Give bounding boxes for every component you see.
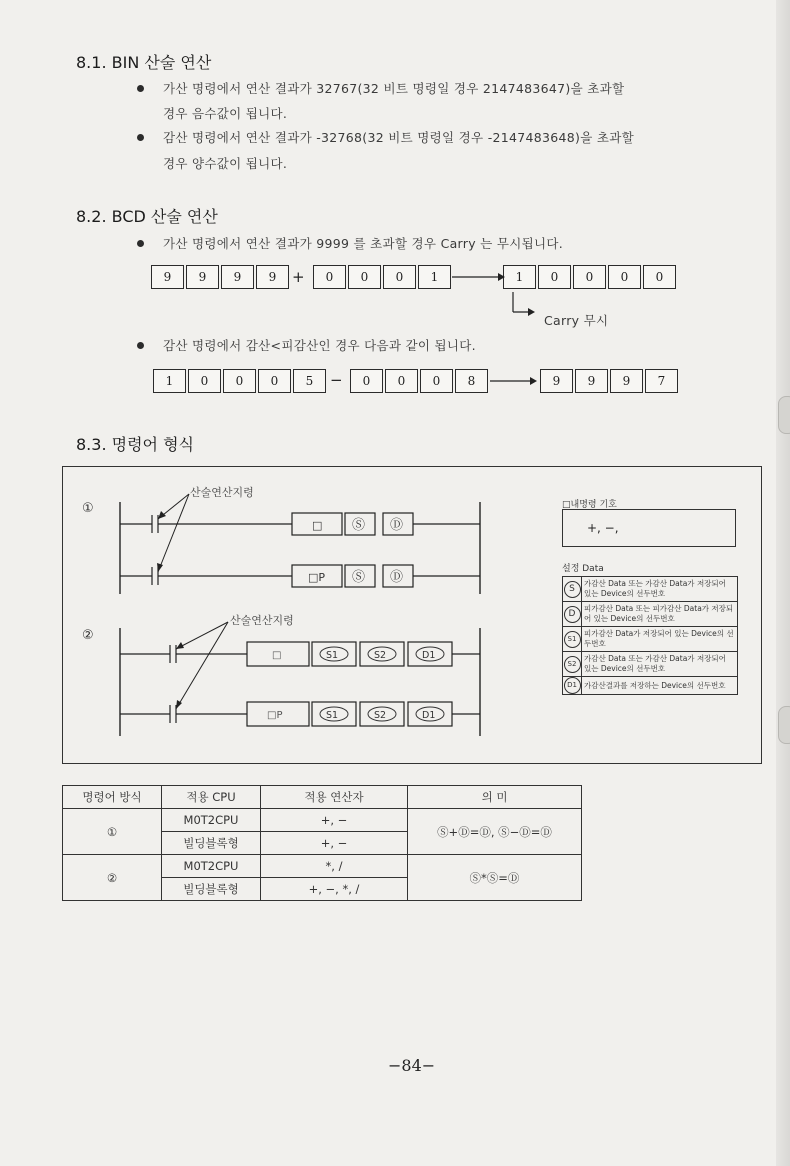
sec82-bullet1: 가산 명령에서 연산 결과가 9999 를 초과할 경우 Carry 는 무시됩니다. [163, 236, 563, 251]
legend-desc: 피가감산 Data 또는 피가감산 Data가 저장되어 있는 Device의 선두번호 [582, 602, 738, 627]
legend-row [563, 602, 738, 627]
binder-ring [778, 706, 790, 744]
bcd-operand-b [313, 265, 453, 289]
arith-command-label-1: 산술연산지령 [190, 486, 254, 499]
digit-cell: 0 [383, 265, 416, 289]
legend-desc: 가감산결과를 저장하는 Device의 선두번호 [582, 677, 738, 695]
r2-box2: Ⓢ [352, 570, 366, 585]
header-operator: 적용 연산자 [261, 786, 408, 809]
bullet [137, 240, 144, 247]
digit-cell: 0 [538, 265, 571, 289]
symbol-d1: D1 [564, 677, 581, 694]
table-header-row [63, 786, 582, 809]
r2-box3: Ⓓ [390, 570, 404, 585]
digit-cell: 0 [643, 265, 676, 289]
sec82-bullet2: 감산 명령에서 감산<피감산인 경우 다음과 같이 됩니다. [163, 338, 476, 353]
header-meaning: 의 미 [408, 786, 582, 809]
digit-cell: 0 [420, 369, 453, 393]
meaning-cell: Ⓢ+Ⓓ=Ⓓ, Ⓢ−Ⓓ=Ⓓ [408, 809, 582, 855]
bcd-subtract-result [540, 369, 680, 393]
digit-cell: 0 [608, 265, 641, 289]
r3-box2: S1 [326, 650, 339, 661]
digit-cell: 1 [503, 265, 536, 289]
legend-row [563, 677, 738, 695]
r4-box3: S2 [374, 710, 387, 721]
table-row [63, 809, 582, 832]
section-title-8-2: 8.2. BCD 산술 연산 [76, 207, 218, 226]
cpu-cell: 빌딩블록형 [162, 832, 261, 855]
ladder-number-2: ② [82, 628, 94, 643]
sec81-bullet2-line1: 감산 명령에서 연산 결과가 -32768(32 비트 명령일 경우 -2147483648)을 초과할 [163, 130, 634, 145]
digit-cell: 0 [258, 369, 291, 393]
digit-cell: 0 [573, 265, 606, 289]
r1-box3: Ⓓ [390, 518, 404, 533]
digit-cell: 9 [610, 369, 643, 393]
bcd-minuend [153, 369, 328, 393]
bullet [137, 342, 144, 349]
header-mode: 명령어 방식 [63, 786, 162, 809]
sec81-bullet2-line2: 경우 양수값이 됩니다. [163, 156, 288, 171]
digit-cell: 9 [256, 265, 289, 289]
cpu-cell: M0T2CPU [162, 809, 261, 832]
symbol-s: S [564, 581, 581, 598]
legend-desc: 가감산 Data 또는 가감산 Data가 저장되어 있는 Device의 선두번호 [582, 577, 738, 602]
setting-data-title: 설정 Data [562, 564, 604, 574]
r2-box1: □P [308, 571, 326, 584]
r3-box3: S2 [374, 650, 387, 661]
r4-box1: □P [267, 710, 283, 721]
legend-desc: 가감산 Data 또는 가감산 Data가 저장되어 있는 Device의 선두번호 [582, 652, 738, 677]
symbol-d: D [564, 606, 581, 623]
digit-cell: 0 [313, 265, 346, 289]
digit-cell: 9 [186, 265, 219, 289]
ladder-diagram [62, 466, 552, 762]
digit-cell: 8 [455, 369, 488, 393]
digit-cell: 0 [223, 369, 256, 393]
digit-cell: 9 [151, 265, 184, 289]
legend-row [563, 577, 738, 602]
operator-cell: +, −, *, / [261, 878, 408, 901]
legend-row [563, 652, 738, 677]
result-arrow [488, 372, 540, 392]
r4-box2: S1 [326, 710, 339, 721]
digit-cell: 1 [418, 265, 451, 289]
digit-cell: 9 [540, 369, 573, 393]
table-row [63, 855, 582, 878]
digit-cell: 0 [385, 369, 418, 393]
section-title-8-3: 8.3. 명령어 형식 [76, 435, 194, 454]
operator-cell: *, / [261, 855, 408, 878]
symbol-s2: S2 [564, 656, 581, 673]
digit-cell: 0 [348, 265, 381, 289]
bcd-subtrahend [350, 369, 490, 393]
operator-cell: +, − [261, 832, 408, 855]
r3-box4: D1 [422, 650, 436, 661]
minus-operator: − [330, 371, 343, 389]
mode-cell: ② [63, 855, 162, 901]
binder-ring [778, 396, 790, 434]
binder-edge [776, 0, 790, 1166]
legend-title: □내명령 기호 [562, 500, 617, 510]
bcd-operand-a [151, 265, 291, 289]
digit-cell: 7 [645, 369, 678, 393]
r1-box1: □ [312, 519, 323, 532]
bullet [137, 134, 144, 141]
legend-symbol-box: +, −, [562, 509, 736, 547]
ladder-number-1: ① [82, 501, 94, 516]
sec81-bullet1-line2: 경우 음수값이 됩니다. [163, 106, 288, 121]
cpu-cell: M0T2CPU [162, 855, 261, 878]
operator-cell: +, − [261, 809, 408, 832]
page-number: −84− [388, 1056, 436, 1075]
legend-desc: 피가감산 Data가 저장되어 있는 Device의 선두번호 [582, 627, 738, 652]
plus-operator: + [292, 268, 305, 286]
r3-box1: □ [272, 650, 282, 661]
section-title-8-1: 8.1. BIN 산술 연산 [76, 53, 212, 72]
digit-cell: 0 [188, 369, 221, 393]
header-cpu: 적용 CPU [162, 786, 261, 809]
carry-ignored-label: Carry 무시 [544, 313, 609, 328]
digit-cell: 5 [293, 369, 326, 393]
instruction-mode-table [62, 785, 582, 901]
cpu-cell: 빌딩블록형 [162, 878, 261, 901]
legend-row [563, 627, 738, 652]
mode-cell: ① [63, 809, 162, 855]
symbol-s1: S1 [564, 631, 581, 648]
bullet [137, 85, 144, 92]
r4-box4: D1 [422, 710, 436, 721]
meaning-cell: Ⓢ*Ⓢ=Ⓓ [408, 855, 582, 901]
digit-cell: 9 [221, 265, 254, 289]
digit-cell: 1 [153, 369, 186, 393]
arith-command-label-2: 산술연산지령 [230, 614, 294, 627]
digit-cell: 0 [350, 369, 383, 393]
digit-cell: 9 [575, 369, 608, 393]
r1-box2: Ⓢ [352, 518, 366, 533]
setting-data-table [562, 576, 738, 695]
sec81-bullet1-line1: 가산 명령에서 연산 결과가 32767(32 비트 명령일 경우 2147483647)을 초과할 [163, 81, 625, 96]
